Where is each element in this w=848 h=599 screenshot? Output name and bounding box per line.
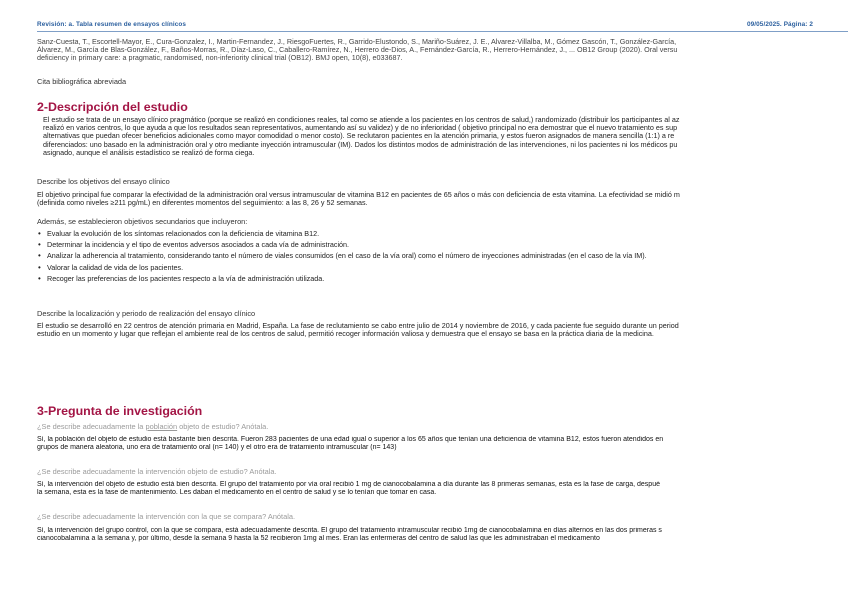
answer-comparator: [37, 527, 848, 543]
location-line: estudio en un momento y lugar que reflejan el ambiente real de los centros de salud, permitió recoger información valiosa y demuestra que el ensayo se basa en la práctica diaria de la medicina.: [37, 330, 654, 339]
study-description-line: diferenciados: uno basado en la administración oral y otro mediante inyección intramuscular (IM). Dados los distintos modos de administración de las intervenciones, ni los pacientes ni los médicos pu: [43, 140, 678, 149]
population-link[interactable]: población: [145, 422, 178, 431]
location-text: [37, 322, 848, 338]
objectives-label: Describe los objetivos del ensayo clínico: [37, 177, 170, 186]
answer-line: la semana, esta es la fase de mantenimiento. Les daban el medicamento en el centro de salud y se lo tenían que tomar en casa.: [37, 489, 437, 496]
objectives-text: [37, 191, 848, 207]
citation-line: deficiency in primary care: a pragmatic, randomised, non-inferiority clinical trial (OB12). BMJ open, 10(8), e033687.: [37, 54, 403, 63]
objectives-line: (definida como niveles ≥211 pg/mL) en diferentes momentos del seguimiento: a las 8, 26 y 52 semanas.: [37, 199, 368, 208]
objectives-line: El objetivo principal fue comparar la efectividad de la administración oral versus intramuscular de vitamina B12 en pacientes de 65 años o más con deficiencia de esta vitamina. La efectividad se midió m: [37, 191, 680, 199]
answer-line: Sí, la intervención del objeto de estudio está bien descrita. El grupo del tratamiento por vía oral recibió 1 mg de cianocobalamina a día durante las 8 primeras semanas, esta es la fase de carga, despué: [37, 481, 660, 488]
question-population: [37, 422, 268, 431]
secondary-objectives-list: [37, 228, 647, 284]
citation-short-label: Cita bibliográfica abreviada: [37, 77, 127, 86]
study-description-line: realizó en varios centros, lo que ayuda a que los resultados sean representativos, aumentando así su validez) y de no inferioridad ( objetivo principal no era demostrar que el nuevo tratamiento es sup: [43, 124, 678, 133]
list-item: • Determinar la incidencia y el tipo de eventos adversos asociados a cada vía de administración.: [37, 239, 647, 250]
section-3-title: 3-Pregunta de investigación: [37, 404, 203, 418]
answer-line: Sí, la población del objeto de estudio está bastante bien descrita. Fueron 283 pacientes de una edad igual o superior a los 65 años que tenían una deficiencia de vitamina B12, estos fueron atendidos en: [37, 436, 664, 443]
question-text: objeto de estudio? Anótala.: [177, 422, 269, 431]
question-comparator: ¿Se describe adecuadamente la intervención con la que se compara? Anótala.: [37, 512, 296, 521]
answer-line: cianocobalamina a la semana y, por último, desde la semana 9 hasta la 52 recibieron 1mg al mes. Eran las enfermeras del centro de salud las que les administraban el medicamento: [37, 535, 600, 542]
answer-intervention: [37, 481, 848, 497]
list-item: • Analizar la adherencia al tratamiento, considerando tanto el número de viales consumidos (en el caso de la vía oral) como el número de inyecciones administradas (en el caso de la vía IM).: [37, 250, 647, 261]
header-divider: [37, 31, 848, 32]
study-description-line: alternativas que puedan ofecer beneficios adicionales como mayor comodidad o menor costo). Se reclutaron pacientes en la atención primaria, y estos fueron asignados de manera sencilla (1:1) a re: [43, 132, 675, 141]
question-text: ¿Se describe adecuadamente la: [37, 422, 146, 431]
header-title: Revisión: a. Tabla resumen de ensayos clínicos: [37, 21, 187, 28]
study-description-line: asignado, aunque el análisis estadístico se realizó de forma ciega.: [43, 148, 255, 157]
location-label: Describe la localización y periodo de realización del ensayo clínico: [37, 309, 256, 318]
header-date-page: 09/05/2025. Página: 2: [746, 21, 813, 28]
answer-population: [37, 436, 848, 452]
answer-line: grupos de manera aleatoria, uno era de tratamiento oral (n= 140) y el otro era de tratamiento intramuscular (n= 143): [37, 444, 397, 451]
study-description: [37, 116, 848, 157]
answer-line: Sí, la intervención del grupo control, con la que se compara, está adecuadamente descrita. El grupo del tratamiento intramuscular recibió 1mg de cianocobalamina en días alternos en las dos primeras s: [37, 527, 662, 534]
list-item: • Evaluar la evolución de los síntomas relacionados con la deficiencia de vitamina B12.: [37, 228, 647, 239]
list-item: • Valorar la calidad de vida de los pacientes.: [37, 262, 647, 273]
question-intervention: ¿Se describe adecuadamente la intervención objeto de estudio? Anótala.: [37, 467, 277, 476]
citation-line: Álvarez, M., García de Blas-González, F., Baños-Morras, R., Díaz-Laso, C., Caballero-Ramírez, N., Herrero de-Dios, A., Fernández-García, R., Herrero-Hernández, J., ... OB12 Group (2020). Oral versu: [37, 46, 678, 55]
citation-block: [37, 38, 848, 63]
list-item: • Recoger las preferencias de los pacientes respecto a la vía de administración utilizada.: [37, 273, 647, 284]
section-2-title: 2-Descripción del estudio: [37, 100, 188, 114]
location-line: El estudio se desarrolló en 22 centros de atención primaria en Madrid, España. La fase de reclutamiento se cabo entre julio de 2014 y noviembre de 2016, y cada paciente fue seguido durante un period: [37, 322, 679, 330]
study-description-line: El estudio se trata de un ensayo clínico pragmático (porque se realizó en condiciones reales, tal como se atiende a los pacientes en los centros de salud,) randomizado (distribuir los participantes al az: [43, 116, 680, 124]
secondary-objectives-intro: Además, se establecieron objetivos secundarios que incluyeron:: [37, 217, 248, 226]
citation-line: Sanz-Cuesta, T., Escortell-Mayor, E., Cura-Gonzalez, I., Martin-Fernandez, J., RiesgoFuertes, R., Garrido-Elustondo, S., Mariño-Suárez, J. E., Alvarez-Villalba, M., Gómez Gascón, T., González-García,: [37, 38, 677, 46]
